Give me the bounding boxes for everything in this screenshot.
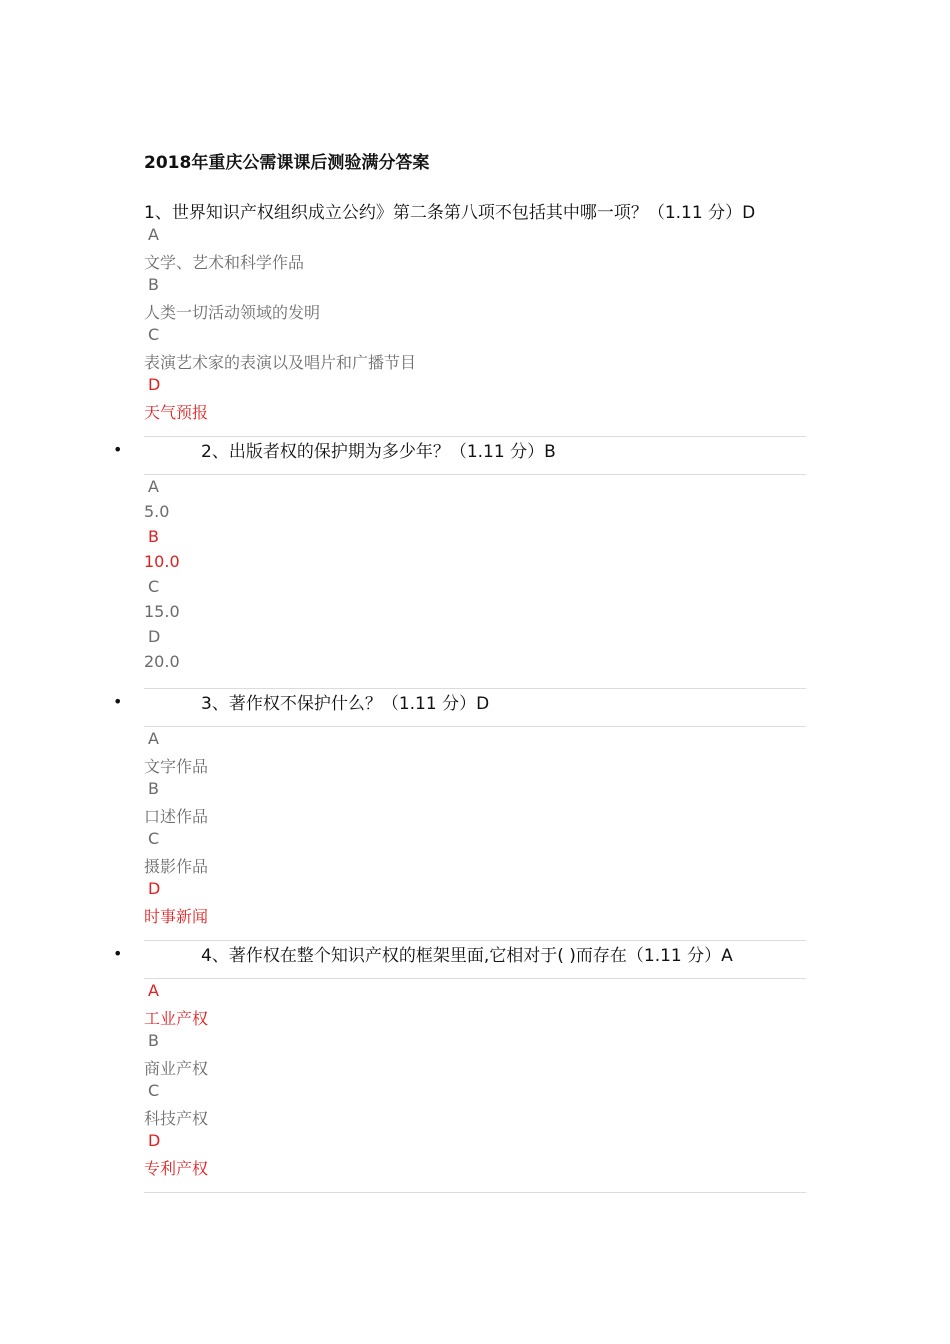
- q3-option-a-text: 文字作品: [144, 757, 209, 776]
- question-3-bullet: •: [113, 692, 123, 711]
- q1-option-b-text: 人类一切活动领域的发明: [144, 303, 321, 322]
- q2-option-d-text: 20.0: [144, 652, 180, 671]
- document-title: 2018年重庆公需课课后测验满分答案: [144, 153, 430, 173]
- q3-option-d-letter: D: [148, 879, 161, 898]
- q4-option-d-text: 专利产权: [144, 1159, 209, 1178]
- q1-option-d-text: 天气预报: [144, 403, 209, 422]
- divider: [144, 474, 806, 475]
- question-2-bullet: •: [113, 440, 123, 459]
- q3-option-c-text: 摄影作品: [144, 857, 209, 876]
- q1-option-b-letter: B: [148, 275, 159, 294]
- q2-option-c-letter: C: [148, 577, 160, 596]
- q3-option-b-text: 口述作品: [144, 807, 209, 826]
- q1-option-a-text: 文学、艺术和科学作品: [144, 253, 305, 272]
- q3-option-a-letter: A: [148, 729, 159, 748]
- question-3-text: 3、著作权不保护什么？（1.11 分）D: [201, 694, 490, 714]
- q2-option-b-letter: B: [148, 527, 159, 546]
- q3-option-c-letter: C: [148, 829, 160, 848]
- question-2-text: 2、出版者权的保护期为多少年？（1.11 分）B: [201, 442, 556, 462]
- q2-option-a-text: 5.0: [144, 502, 170, 521]
- q2-option-c-text: 15.0: [144, 602, 180, 621]
- q2-option-d-letter: D: [148, 627, 161, 646]
- q4-option-c-letter: C: [148, 1081, 160, 1100]
- question-4-text: 4、著作权在整个知识产权的框架里面,它相对于( )而存在（1.11 分）A: [201, 946, 733, 966]
- q4-option-a-letter: A: [148, 981, 159, 1000]
- divider: [144, 1192, 806, 1193]
- q1-option-d-letter: D: [148, 375, 161, 394]
- q1-option-a-letter: A: [148, 225, 159, 244]
- question-1-text: 1、世界知识产权组织成立公约》第二条第八项不包括其中哪一项？（1.11 分）D: [144, 203, 756, 223]
- q1-option-c-letter: C: [148, 325, 160, 344]
- divider: [144, 726, 806, 727]
- q3-option-b-letter: B: [148, 779, 159, 798]
- q1-option-c-text: 表演艺术家的表演以及唱片和广播节目: [144, 353, 417, 372]
- q3-option-d-text: 时事新闻: [144, 907, 209, 926]
- q4-option-b-letter: B: [148, 1031, 159, 1050]
- q2-option-a-letter: A: [148, 477, 159, 496]
- q2-option-b-text: 10.0: [144, 552, 180, 571]
- question-4-bullet: •: [113, 944, 123, 963]
- q4-option-b-text: 商业产权: [144, 1059, 209, 1078]
- q4-option-c-text: 科技产权: [144, 1109, 209, 1128]
- q4-option-d-letter: D: [148, 1131, 161, 1150]
- q4-option-a-text: 工业产权: [144, 1009, 209, 1028]
- divider: [144, 978, 806, 979]
